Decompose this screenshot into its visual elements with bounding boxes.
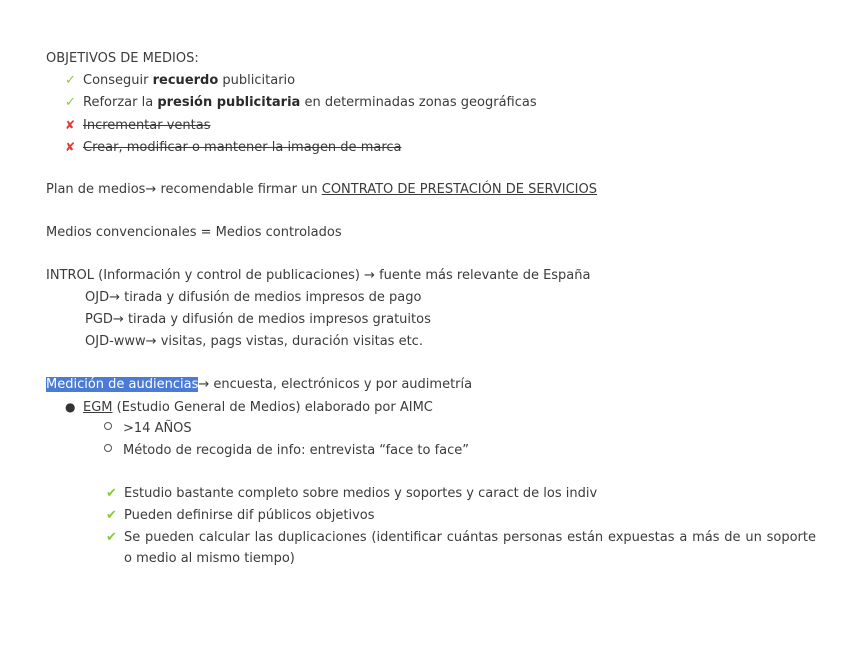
egm-bullet-item (46, 396, 816, 418)
egm-check-item (46, 527, 816, 569)
objetivo-item-3 (46, 114, 816, 136)
egm-sub-text: >14 AÑOS (123, 421, 192, 436)
objetivo-item-4 (46, 136, 816, 158)
cross-icon: ✘ (65, 140, 76, 154)
objetivos-title: OBJETIVOS DE MEDIOS: (46, 51, 199, 66)
audiencias-line (46, 374, 816, 396)
selected-text[interactable]: Medición de audiencias (46, 377, 199, 392)
audiencias-text: → encuesta, electrónicos y por audimetría (198, 377, 473, 392)
egm-sub-item (46, 418, 816, 440)
check-icon: ✓ (65, 73, 76, 88)
introl-sub-item: PGD→ tirada y difusión de medios impresos gratuitos (85, 312, 431, 327)
introl-sub-item: OJD→ tirada y difusión de medios impresos de pago (85, 290, 422, 305)
document-page (46, 48, 816, 569)
egm-check-item (46, 483, 816, 505)
cross-icon: ✘ (65, 118, 76, 132)
egm-check-text: Estudio bastante completo sobre medios y soportes y caract de los indiv (124, 486, 598, 501)
circle-bullet-icon (104, 422, 112, 430)
objetivo-text: publicitario (218, 73, 296, 88)
objetivo-strike-text: Crear, modificar o mantener la imagen de marca (83, 140, 402, 155)
heavy-check-icon: ✔ (106, 486, 117, 501)
objetivo-text: en determinadas zonas geográficas (300, 95, 537, 110)
plan-text: Plan de medios→ recomendable firmar un (46, 182, 322, 197)
check-icon: ✓ (65, 95, 76, 110)
objetivo-text: Conseguir (83, 73, 153, 88)
objetivo-bold: recuerdo (152, 73, 219, 88)
objetivo-text: Reforzar la (83, 95, 158, 110)
circle-bullet-icon (104, 444, 112, 452)
introl-line: INTROL (Información y control de publicaciones) → fuente más relevante de España (46, 268, 591, 283)
heavy-check-icon: ✔ (106, 530, 117, 545)
egm-check-item (46, 505, 816, 527)
objetivo-bold: presión publicitaria (157, 95, 301, 110)
objetivo-item-2 (46, 92, 816, 114)
plan-line (46, 179, 816, 201)
egm-sub-text: Método de recogida de info: entrevista “face to face” (123, 443, 469, 458)
egm-text: (Estudio General de Medios) elaborado por AIMC (112, 400, 433, 415)
objetivo-item-1 (46, 70, 816, 92)
heavy-check-icon: ✔ (106, 508, 117, 523)
introl-sub-item: OJD-www→ visitas, pags vistas, duración visitas etc. (85, 334, 423, 349)
egm-check-text: Pueden definirse dif públicos objetivos (124, 508, 375, 523)
egm-link[interactable]: EGM (83, 400, 113, 415)
convencionales-line: Medios convencionales = Medios controlados (46, 225, 342, 240)
objetivo-strike-text: Incrementar ventas (83, 118, 211, 133)
egm-check-text: Se pueden calcular las duplicaciones (identificar cuántas personas están expuestas a más de un soporte o medio al mismo tiempo) (124, 530, 816, 566)
contrato-link[interactable]: CONTRATO DE PRESTACIÓN DE SERVICIOS (321, 182, 597, 197)
egm-sub-item (46, 440, 816, 462)
bullet-icon: ● (65, 400, 76, 414)
